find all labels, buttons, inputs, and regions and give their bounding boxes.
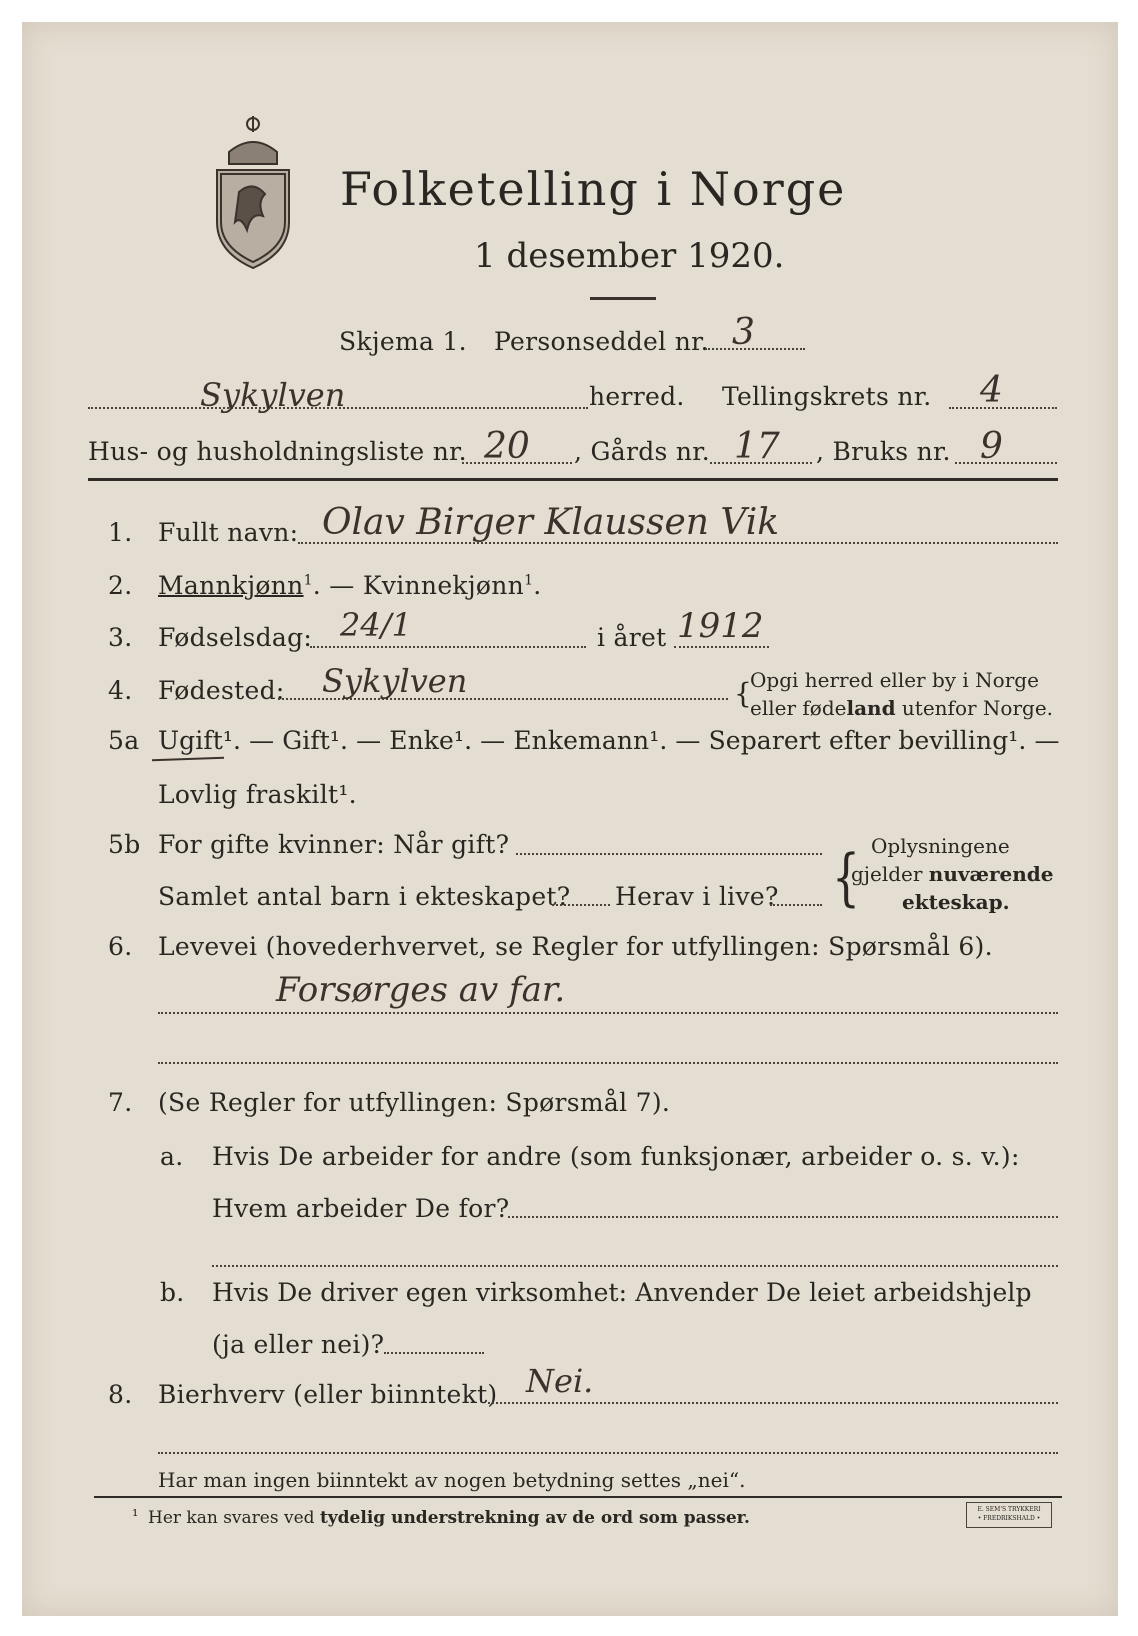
q5b-number: 5b: [108, 830, 141, 859]
q1-full-name: Olav Birger Klaussen Vik: [322, 502, 780, 543]
q7b-answer-line: [384, 1352, 484, 1354]
q1-label: Fullt navn:: [158, 518, 299, 547]
gards-value: 17: [734, 426, 780, 467]
q8-number: 8.: [108, 1380, 133, 1409]
bruks-line: [955, 462, 1057, 464]
q7-label: (Se Regler for utfyllingen: Spørsmål 7).: [158, 1088, 671, 1117]
q5b-children-label: Samlet antal barn i ekteskapet?: [158, 882, 571, 911]
title-divider: [590, 297, 656, 300]
personseddel-value: 3: [732, 312, 755, 353]
q3-number: 3.: [108, 623, 133, 652]
q4-note-line2: eller fødeland utenfor Norge.: [750, 696, 1054, 720]
q5b-note-line2: gjelder nuværende: [851, 862, 1054, 886]
q2-male-option: Mannkjønn: [158, 571, 304, 600]
nei-instruction: Har man ingen biinntekt av nogen betydning settes „nei“.: [158, 1468, 746, 1492]
footnote-text: Her kan svares ved tydelig understrekning av de ord som passer.: [148, 1508, 750, 1528]
q6-label: Levevei (hovederhvervet, se Regler for utfyllingen: Spørsmål 6).: [158, 932, 993, 961]
q8-line2: [158, 1452, 1058, 1454]
q5b-alive-label: Herav i live?: [615, 882, 779, 911]
printer-stamp: E. SEM'S TRYKKERI • FREDRIKSHALD •: [966, 1502, 1052, 1528]
q7a-line2: Hvem arbeider De for?: [212, 1194, 510, 1223]
q2-number: 2.: [108, 571, 133, 600]
coat-of-arms-icon: [207, 112, 299, 270]
q5b-note-line1: Oplysningene: [871, 834, 1010, 858]
q2-sex-options: Mannkjønn$^1$. — Kvinnekjønn$^1$.: [158, 571, 542, 600]
skjema-label: Skjema 1.: [339, 327, 467, 356]
q5b-line1: For gifte kvinner: Når gift?: [158, 830, 510, 859]
footnote-mark: ¹: [132, 1506, 139, 1525]
q5b-note-line3: ekteskap.: [902, 890, 1010, 914]
q5b-brace: {: [832, 842, 860, 914]
q7a-answer-line: [508, 1216, 1058, 1218]
q6-line2: [158, 1062, 1058, 1064]
bruks-label: , Bruks nr.: [816, 437, 951, 466]
q7a-line1: Hvis De arbeider for andre (som funksjonær, arbeider o. s. v.):: [212, 1142, 1020, 1171]
q3-year-label: i året: [597, 623, 667, 652]
q7-number: 7.: [108, 1088, 133, 1117]
q3-label: Fødselsdag:: [158, 623, 313, 652]
q4-birthplace: Sykylven: [322, 662, 468, 700]
gards-label: , Gårds nr.: [574, 437, 711, 466]
q5a-line2: Lovlig fraskilt¹.: [158, 780, 357, 809]
q5a-ugift-underline: [152, 757, 224, 762]
herred-label: herred.: [589, 382, 685, 411]
q3-line: [310, 646, 586, 648]
q7b-line2: (ja eller nei)?: [212, 1330, 385, 1359]
footer-rule: [94, 1496, 1062, 1498]
q5b-married-line: [516, 853, 822, 855]
q7a-answer-line2: [212, 1265, 1058, 1267]
q8-line: [488, 1402, 1058, 1404]
q4-number: 4.: [108, 676, 133, 705]
q4-label: Fødested:: [158, 676, 285, 705]
q8-answer: Nei.: [526, 1362, 594, 1400]
q1-number: 1.: [108, 518, 133, 547]
tellingskrets-line: [949, 407, 1057, 409]
q7b-line1: Hvis De driver egen virksomhet: Anvender De leiet arbeidshjelp: [212, 1278, 1032, 1307]
q3-year-line: [674, 646, 769, 648]
q5a-number: 5a: [108, 726, 140, 755]
tellingskrets-label: Tellingskrets nr.: [722, 382, 932, 411]
census-date: 1 desember 1920.: [474, 236, 785, 276]
tellingskrets-value: 4: [980, 370, 1003, 411]
q7a-letter: a.: [160, 1142, 184, 1171]
q6-occupation: Forsørges av far.: [276, 970, 566, 1010]
q5b-alive-line: [770, 904, 822, 906]
q6-number: 6.: [108, 932, 133, 961]
q4-brace: {: [734, 677, 752, 710]
husliste-value: 20: [484, 426, 530, 467]
husliste-label: Hus- og husholdningsliste nr.: [88, 437, 467, 466]
personseddel-label: Personseddel nr.: [494, 327, 709, 356]
q8-label: Bierhverv (eller biinntekt): [158, 1380, 498, 1409]
census-form-sheet: [22, 22, 1118, 1616]
q5b-children-line: [552, 904, 610, 906]
q3-birth-year: 1912: [677, 606, 764, 646]
q2-female-option: Kvinnekjønn: [362, 571, 525, 600]
header-rule: [88, 478, 1058, 481]
personseddel-line: [705, 348, 805, 350]
q3-birth-date: 24/1: [340, 606, 412, 644]
q7b-letter: b.: [160, 1278, 185, 1307]
bruks-value: 9: [980, 426, 1003, 467]
q5a-marital-options: Ugift¹. — Gift¹. — Enke¹. — Enkemann¹. — Separert efter bevilling¹. —: [158, 726, 1060, 755]
herred-value: Sykylven: [200, 376, 346, 414]
form-title: Folketelling i Norge: [340, 162, 847, 216]
q6-line1: [158, 1012, 1058, 1014]
q4-note-line1: Opgi herred eller by i Norge: [750, 668, 1039, 692]
